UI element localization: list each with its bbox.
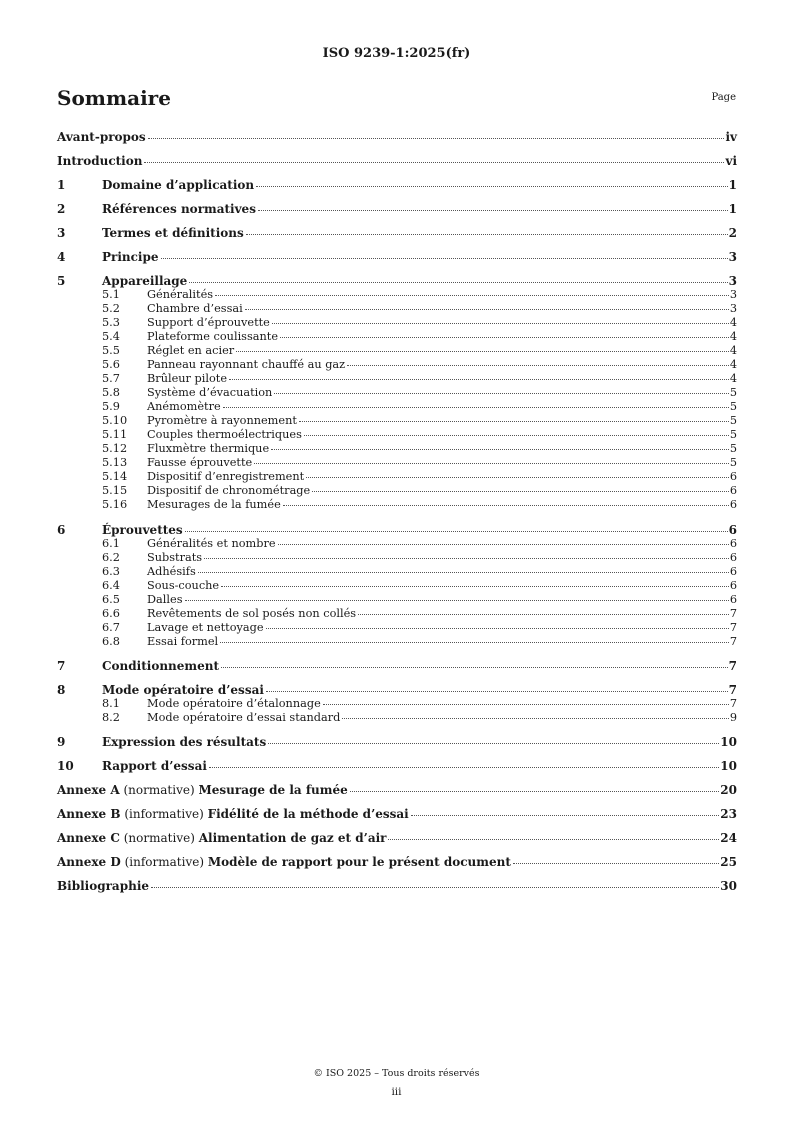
dot-leader: [306, 477, 729, 478]
toc-clause[interactable]: [57, 735, 737, 749]
toc-entry-number: 5.2: [102, 302, 120, 315]
toc-page-number: 7: [728, 659, 737, 673]
toc-page-number: 9: [729, 711, 737, 724]
toc-entry-number: 5.1: [102, 288, 120, 301]
toc-page-number: 5: [729, 442, 737, 455]
annex-label: Annexe D: [57, 855, 121, 869]
toc-entry-title: Introduction: [57, 154, 143, 168]
dot-leader: [229, 379, 729, 380]
toc-entry-title: Système d’évacuation: [147, 386, 273, 399]
toc-entry-title: Panneau rayonnant chauffé au gaz: [147, 358, 346, 371]
toc-title: Sommaire: [57, 86, 171, 110]
dot-leader: [513, 863, 719, 864]
dot-leader: [304, 435, 729, 436]
toc-entry-title: Adhésifs: [147, 565, 196, 578]
dot-leader: [185, 600, 729, 601]
toc-entry-number: 3: [57, 226, 66, 240]
toc-entry-number: 4: [57, 250, 66, 264]
toc-page-number: iv: [725, 130, 737, 144]
toc-page-number: 5: [729, 414, 737, 427]
dot-leader: [245, 309, 729, 310]
toc-entry-title: Plateforme coulissante: [147, 330, 279, 343]
toc-page-number: 4: [729, 316, 737, 329]
toc-entry-number: 5.6: [102, 358, 120, 371]
toc-entry-title: Expression des résultats: [102, 735, 267, 749]
toc-page-number: 3: [729, 302, 737, 315]
toc-subclause[interactable]: [57, 697, 737, 711]
toc-clause[interactable]: [57, 226, 737, 240]
annex-title: Mesurage de la fumée: [198, 783, 348, 797]
toc-entry-title: Brûleur pilote: [147, 372, 228, 385]
toc-entry-title: Généralités et nombre: [147, 537, 276, 550]
toc-subclause[interactable]: [57, 372, 737, 386]
toc-page-number: 1: [728, 178, 737, 192]
annex-label: Annexe C: [57, 831, 120, 845]
toc-subclause[interactable]: [57, 593, 737, 607]
toc-page-number: 3: [729, 288, 737, 301]
dot-leader: [299, 421, 729, 422]
copyright-footer: © ISO 2025 – Tous droits réservés: [313, 1068, 480, 1079]
toc-clause[interactable]: [57, 202, 737, 216]
toc-clause[interactable]: [57, 523, 737, 537]
dot-leader: [236, 351, 729, 352]
toc-entry-title: Dispositif d’enregistrement: [147, 470, 305, 483]
dot-leader: [221, 667, 728, 668]
toc-page-number: 6: [729, 484, 737, 497]
toc-annex[interactable]: [57, 783, 737, 797]
dot-leader: [280, 337, 729, 338]
toc-entry-title: Rapport d’essai: [102, 759, 207, 773]
dot-leader: [254, 463, 729, 464]
toc-entry-number: 5.11: [102, 428, 128, 441]
toc-entry-number: 5.3: [102, 316, 120, 329]
toc-entry-title: Mesurages de la fumée: [147, 498, 281, 511]
toc-subclause[interactable]: [57, 330, 737, 344]
toc-entry-title: Éprouvettes: [102, 523, 183, 537]
dot-leader: [185, 531, 728, 532]
toc-entry-number: 5.15: [102, 484, 128, 497]
annex-type: (normative): [123, 783, 195, 797]
toc-subclause[interactable]: [57, 288, 737, 302]
toc-page-number: 6: [729, 579, 737, 592]
toc-entry-number: 8.2: [102, 711, 120, 724]
toc-entry-title: Dispositif de chronométrage: [147, 484, 311, 497]
dot-leader: [388, 839, 719, 840]
toc-page-number: 25: [720, 855, 737, 869]
toc-entry-title: Lavage et nettoyage: [147, 621, 264, 634]
toc-entry-title: Appareillage: [102, 274, 188, 288]
toc-subclause[interactable]: [57, 565, 737, 579]
toc-page-number: 3: [728, 250, 737, 264]
dot-leader: [258, 210, 728, 211]
toc-entry-title: Avant-propos: [57, 130, 146, 144]
toc-entry-title: Conditionnement: [102, 659, 220, 673]
toc-subclause[interactable]: [57, 635, 737, 649]
dot-leader: [161, 258, 728, 259]
toc-entry-number: 6: [57, 523, 66, 537]
annex-title: Modèle de rapport pour le présent document: [207, 855, 511, 869]
dot-leader: [358, 614, 729, 615]
toc-entry-title: Pyromètre à rayonnement: [147, 414, 297, 427]
toc-entry-title: Généralités: [147, 288, 214, 301]
toc-entry-number: 8: [57, 683, 66, 697]
toc-page-number: 6: [729, 498, 737, 511]
dot-leader: [223, 407, 729, 408]
toc-subclause[interactable]: [57, 400, 737, 414]
toc-entry-number: 5.7: [102, 372, 120, 385]
toc-entry-title: Références normatives: [102, 202, 256, 216]
toc-page-number: 4: [729, 358, 737, 371]
toc-annex-heading: [57, 831, 386, 845]
toc-entry-number: 5: [57, 274, 66, 288]
toc-annex[interactable]: [57, 855, 737, 869]
toc-clause[interactable]: [57, 659, 737, 673]
toc-annex-heading: [57, 807, 409, 821]
toc-clause[interactable]: [57, 759, 737, 773]
toc-page-number: 5: [729, 456, 737, 469]
dot-leader: [266, 628, 729, 629]
annex-type: (informative): [124, 807, 204, 821]
toc-annex-heading: [57, 783, 348, 797]
toc-entry-title: Mode opératoire d’essai standard: [147, 711, 341, 724]
toc-page-number: 3: [728, 274, 737, 288]
annex-title: Alimentation de gaz et d’air: [198, 831, 387, 845]
toc-clause[interactable]: [57, 250, 737, 264]
toc-subclause[interactable]: [57, 621, 737, 635]
toc-page-number: 10: [720, 759, 737, 773]
toc-entry-title: Bibliographie: [57, 879, 150, 893]
annex-title: Fidélité de la méthode d’essai: [207, 807, 409, 821]
toc-entry-number: 5.12: [102, 442, 128, 455]
toc-entry-number: 7: [57, 659, 66, 673]
dot-leader: [271, 449, 729, 450]
toc-clause[interactable]: [57, 274, 737, 288]
document-id-header: ISO 9239-1:2025(fr): [322, 46, 471, 61]
toc-entry-number: 5.4: [102, 330, 120, 343]
toc-annex-heading: [57, 855, 511, 869]
toc-entry-title: Support d’éprouvette: [147, 316, 270, 329]
dot-leader: [221, 586, 729, 587]
dot-leader: [246, 234, 728, 235]
toc-entry-number: 6.6: [102, 607, 120, 620]
toc-page-number: 24: [720, 831, 737, 845]
dot-leader: [144, 162, 724, 163]
toc-entry-number: 10: [57, 759, 74, 773]
toc-page-number: 6: [729, 551, 737, 564]
toc-page-number: 5: [729, 428, 737, 441]
toc-entry-number: 6.2: [102, 551, 120, 564]
toc-subclause[interactable]: [57, 537, 737, 551]
toc-page-number: 10: [720, 735, 737, 749]
dot-leader: [278, 544, 729, 545]
toc-subclause[interactable]: [57, 442, 737, 456]
toc-entry-title: Principe: [102, 250, 159, 264]
toc-entry-number: 9: [57, 735, 66, 749]
toc-entry-title: Mode opératoire d’étalonnage: [147, 697, 321, 710]
toc-page-number: 5: [729, 400, 737, 413]
toc-page-number: 6: [729, 565, 737, 578]
toc-entry-number: 6.8: [102, 635, 120, 648]
dot-leader: [148, 138, 725, 139]
toc-subclause[interactable]: [57, 344, 737, 358]
toc-page-number: 20: [720, 783, 737, 797]
toc-subclause[interactable]: [57, 414, 737, 428]
toc-entry-title: Fausse éprouvette: [147, 456, 253, 469]
dot-leader: [274, 393, 728, 394]
toc-entry-number: 5.16: [102, 498, 128, 511]
dot-leader: [342, 718, 728, 719]
toc-entry-title: Anémomètre: [147, 400, 221, 413]
toc-entry-title: Domaine d’application: [102, 178, 255, 192]
toc-subclause[interactable]: [57, 579, 737, 593]
dot-leader: [266, 691, 728, 692]
toc-entry-title: Chambre d’essai: [147, 302, 243, 315]
dot-leader: [215, 295, 729, 296]
toc-subclause[interactable]: [57, 498, 737, 512]
toc-page-number: 6: [729, 537, 737, 550]
toc-entry-title: Réglet en acier: [147, 344, 235, 357]
annex-label: Annexe A: [57, 783, 120, 797]
toc-entry-title: Substrats: [147, 551, 203, 564]
toc-subclause[interactable]: [57, 484, 737, 498]
dot-leader: [189, 282, 727, 283]
toc-entry-number: 5.13: [102, 456, 128, 469]
dot-leader: [198, 572, 729, 573]
toc-entry-number: 1: [57, 178, 66, 192]
toc-entry-number: 8.1: [102, 697, 120, 710]
toc-subclause[interactable]: [57, 456, 737, 470]
annex-type: (normative): [123, 831, 195, 845]
toc-annex[interactable]: [57, 807, 737, 821]
toc-entry-title: Dalles: [147, 593, 183, 606]
toc-entry-number: 6.1: [102, 537, 120, 550]
toc-page-number: 4: [729, 330, 737, 343]
toc-page-number: vi: [725, 154, 737, 168]
toc-entry-number: 6.7: [102, 621, 120, 634]
dot-leader: [151, 887, 719, 888]
annex-type: (informative): [124, 855, 205, 869]
toc-page-number: 6: [729, 593, 737, 606]
toc-entry-number: 6.4: [102, 579, 120, 592]
toc-entry-title: Mode opératoire d’essai: [102, 683, 264, 697]
toc-entry-number: 5.14: [102, 470, 128, 483]
toc-entry-number: 2: [57, 202, 66, 216]
dot-leader: [204, 558, 729, 559]
toc-page-number: 30: [720, 879, 737, 893]
toc-entry-number: 5.5: [102, 344, 120, 357]
toc-page-number: 1: [728, 202, 737, 216]
toc-page-number: 7: [729, 697, 737, 710]
toc-page-number: 4: [729, 372, 737, 385]
toc-page-number: 5: [729, 386, 737, 399]
dot-leader: [268, 743, 719, 744]
toc-page-number: 7: [729, 621, 737, 634]
toc-entry-title: Termes et définitions: [102, 226, 244, 240]
toc-page-number: 4: [729, 344, 737, 357]
toc-entry-number: 5.9: [102, 400, 120, 413]
toc-page-number: 7: [729, 607, 737, 620]
toc-clause[interactable]: [57, 683, 737, 697]
dot-leader: [323, 704, 729, 705]
toc-entry-number: 5.10: [102, 414, 128, 427]
toc-page-number: 2: [728, 226, 737, 240]
toc-entry-title: Couples thermoélectriques: [147, 428, 302, 441]
toc-page-number: 6: [729, 470, 737, 483]
toc-entry-title: Sous-couche: [147, 579, 220, 592]
dot-leader: [283, 505, 729, 506]
toc-page-number: 7: [729, 635, 737, 648]
toc-clause[interactable]: [57, 178, 737, 192]
toc-subclause[interactable]: [57, 302, 737, 316]
dot-leader: [347, 365, 729, 366]
toc-subclause[interactable]: [57, 316, 737, 330]
page-number: iii: [391, 1086, 402, 1098]
toc-page-number: 23: [720, 807, 737, 821]
toc-page-number: 6: [728, 523, 737, 537]
toc-subclause[interactable]: [57, 428, 737, 442]
toc-subclause[interactable]: [57, 551, 737, 565]
dot-leader: [209, 767, 719, 768]
toc-subclause[interactable]: [57, 358, 737, 372]
annex-label: Annexe B: [57, 807, 121, 821]
toc-entry-number: 6.5: [102, 593, 120, 606]
dot-leader: [220, 642, 729, 643]
toc-subclause[interactable]: [57, 470, 737, 484]
toc-entry-title: Essai formel: [147, 635, 219, 648]
toc-page-number: 7: [728, 683, 737, 697]
toc-subclause[interactable]: [57, 607, 737, 621]
toc-subclause[interactable]: [57, 386, 737, 400]
toc-entry-number: 6.3: [102, 565, 120, 578]
dot-leader: [350, 791, 720, 792]
dot-leader: [312, 491, 729, 492]
dot-leader: [411, 815, 720, 816]
toc-entry-title: Revêtements de sol posés non collés: [147, 607, 357, 620]
page-column-label: Page: [711, 92, 736, 103]
toc-entry-front[interactable]: [57, 154, 737, 168]
toc-entry-number: 5.8: [102, 386, 120, 399]
toc-entry-front[interactable]: [57, 130, 737, 144]
dot-leader: [256, 186, 728, 187]
toc-entry-title: Fluxmètre thermique: [147, 442, 270, 455]
toc-bibliography[interactable]: [57, 879, 737, 893]
toc-subclause[interactable]: [57, 711, 737, 725]
dot-leader: [272, 323, 729, 324]
toc-annex[interactable]: [57, 831, 737, 845]
